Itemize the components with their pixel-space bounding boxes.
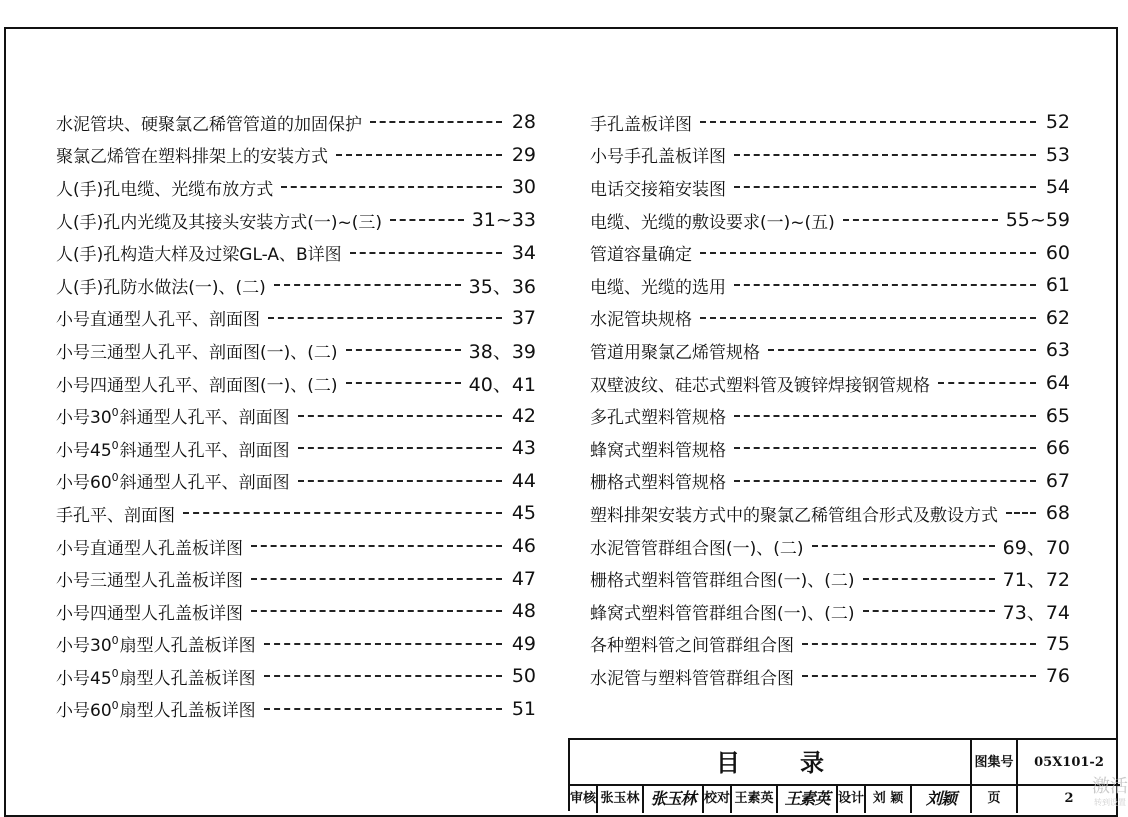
designer-signature: 刘颖	[912, 786, 972, 813]
toc-entry-page: 61	[1045, 274, 1070, 297]
toc-entry-title-text: 小号手孔盖板详图	[590, 147, 726, 168]
toc-entry	[56, 302, 536, 335]
toc-entry	[590, 269, 1070, 302]
toc-entry	[56, 106, 536, 139]
toc-entry-title-text: 人(手)孔构造大样及过梁GL-A、B详图	[56, 245, 342, 266]
toc-entry-title	[56, 305, 260, 330]
toc-entry-title	[56, 371, 338, 396]
toc-entry-title	[590, 273, 726, 298]
review-label: 审核	[570, 786, 598, 813]
toc-entry-title-text: 多孔式塑料管规格	[590, 408, 726, 429]
toc-entry-page: 46	[511, 535, 536, 558]
toc-entry-title	[56, 240, 342, 265]
toc-entry	[590, 236, 1070, 269]
toc-entry-title	[590, 175, 726, 200]
toc-entry-title	[56, 534, 243, 559]
toc-entry-title	[56, 501, 175, 526]
dash-leader	[863, 578, 995, 580]
dash-leader	[700, 252, 1036, 254]
toc-entry-title	[56, 436, 290, 461]
toc-entry	[56, 595, 536, 628]
dash-leader	[350, 252, 502, 254]
toc-entry-page: 73、74	[1002, 601, 1070, 624]
toc-entry-page: 55~59	[1005, 209, 1070, 232]
toc-entry-page: 71、72	[1002, 569, 1070, 592]
dash-leader	[700, 317, 1036, 319]
toc-entry	[56, 628, 536, 661]
dash-leader	[938, 382, 1036, 384]
toc-entry-page: 48	[511, 600, 536, 623]
toc-entry-title	[56, 208, 382, 233]
toc-entry	[590, 204, 1070, 237]
toc-entry	[56, 171, 536, 204]
toc-entry	[590, 399, 1070, 432]
toc-entry	[590, 628, 1070, 661]
toc-entry-title	[590, 208, 835, 233]
toc-entry-title	[590, 631, 794, 656]
dash-leader	[843, 219, 998, 221]
toc-entry-page: 35、36	[468, 275, 536, 298]
toc-entry-title-text: 斜通型人孔平、剖面图	[119, 408, 290, 429]
dash-leader	[298, 415, 502, 417]
toc-entry-title	[590, 371, 930, 396]
toc-entry	[590, 432, 1070, 465]
toc-entry-title	[590, 664, 794, 689]
toc-entry-title	[590, 142, 726, 167]
toc-entry-title-text: 斜通型人孔平、剖面图	[119, 440, 290, 461]
toc-entry-page: 34	[511, 241, 536, 264]
toc-entry	[56, 660, 536, 693]
toc-entry-title-text: 小号30	[56, 636, 112, 657]
toc-entry-page: 31~33	[471, 209, 536, 232]
toc-entry-page: 67	[1045, 469, 1070, 492]
toc-entry-title-text: 小号45	[56, 440, 112, 461]
dash-leader	[734, 480, 1036, 482]
dash-leader	[734, 186, 1036, 188]
toc-entry-title-text: 小号直通型人孔盖板详图	[56, 538, 243, 559]
toc-entry	[590, 562, 1070, 595]
dash-leader	[264, 675, 502, 677]
toc-entry-title	[590, 110, 692, 135]
toc-entry-title	[590, 468, 726, 493]
toc-entry-page: 69、70	[1002, 536, 1070, 559]
toc-entry	[56, 497, 536, 530]
atlas-number: 05X101-2	[1018, 740, 1120, 786]
designer-name: 刘 颖	[866, 786, 912, 813]
toc-entry-page: 75	[1045, 632, 1070, 655]
toc-entry-title	[590, 599, 855, 624]
dash-leader	[346, 382, 461, 384]
toc-entry-title-text: 小号45	[56, 668, 112, 689]
toc-entry	[590, 367, 1070, 400]
toc-entry-page: 47	[511, 567, 536, 590]
toc-entry	[56, 432, 536, 465]
toc-entry-page: 49	[511, 632, 536, 655]
reviewer-name: 张玉林	[598, 786, 644, 813]
toc-entry-title-text: 塑料排架安装方式中的聚氯乙稀管组合形式及敷设方式	[590, 505, 998, 526]
dash-leader	[264, 643, 502, 645]
degree-superscript: 0	[111, 406, 119, 420]
toc-entry	[56, 530, 536, 563]
toc-entry-title-text: 小号四通型人孔盖板详图	[56, 603, 243, 624]
dash-leader	[268, 317, 502, 319]
toc-entry-title-text: 小号三通型人孔平、剖面图(一)、(二)	[56, 342, 338, 363]
toc-entry-title	[590, 501, 998, 526]
toc-entry-title	[56, 566, 243, 591]
toc-entry-title	[590, 338, 760, 363]
toc-entry-title-text: 管道容量确定	[590, 245, 692, 266]
toc-entry-title-text: 小号60	[56, 701, 112, 722]
toc-entry-title	[56, 338, 338, 363]
toc-entry-title-text: 双壁波纹、硅芯式塑料管及镀锌焊接钢管规格	[590, 375, 930, 396]
toc-entry-title	[590, 403, 726, 428]
dash-leader	[370, 121, 502, 123]
degree-superscript: 0	[111, 634, 119, 648]
toc-entry-page: 53	[1045, 143, 1070, 166]
dash-leader	[700, 121, 1036, 123]
toc-entry-page: 45	[511, 502, 536, 525]
dash-leader	[812, 545, 995, 547]
toc-entry-title-text: 人(手)孔防水做法(一)、(二)	[56, 277, 266, 298]
toc-entry-page: 38、39	[468, 340, 536, 363]
toc-entry-title	[56, 664, 256, 689]
toc-entry-title	[56, 631, 256, 656]
toc-entry	[56, 139, 536, 172]
dash-leader	[298, 480, 502, 482]
toc-entry	[56, 334, 536, 367]
toc-entry-page: 54	[1045, 176, 1070, 199]
toc-entry	[590, 334, 1070, 367]
toc-entry	[56, 236, 536, 269]
toc-entry-title-text: 电缆、光缆的选用	[590, 277, 726, 298]
page-number: 2	[1064, 791, 1074, 806]
toc-entry-page: 65	[1045, 404, 1070, 427]
toc-entry-page: 43	[511, 437, 536, 460]
toc-entry	[56, 562, 536, 595]
dash-leader	[251, 610, 502, 612]
toc-entry-title-text: 栅格式塑料管管群组合图(一)、(二)	[590, 571, 855, 592]
toc-entry-title	[590, 436, 726, 461]
toc-entry-title	[56, 696, 256, 721]
toc-entry	[56, 269, 536, 302]
toc-entry	[56, 367, 536, 400]
sheet-title: 目录	[570, 740, 972, 786]
dash-leader	[390, 219, 464, 221]
dash-leader	[274, 284, 461, 286]
reviewer-signature: 张玉林	[644, 786, 704, 813]
toc-right-column	[590, 106, 1070, 693]
dash-leader	[336, 154, 502, 156]
toc-entry-title	[56, 403, 290, 428]
toc-entry-title-text: 小号30	[56, 408, 112, 429]
toc-entry-title-text: 小号直通型人孔平、剖面图	[56, 310, 260, 331]
toc-entry	[590, 497, 1070, 530]
toc-entry-title	[56, 142, 328, 167]
toc-entry-title-text: 扇型人孔盖板详图	[119, 701, 256, 722]
toc-entry-page: 30	[511, 176, 536, 199]
design-label: 设计	[838, 786, 866, 813]
toc-entry-page: 66	[1045, 437, 1070, 460]
toc-entry-title	[56, 110, 362, 135]
toc-entry-title-text: 各种塑料管之间管群组合图	[590, 636, 794, 657]
toc-entry-title-text: 水泥管与塑料管管群组合图	[590, 668, 794, 689]
toc-entry-title-text: 手孔平、剖面图	[56, 505, 175, 526]
toc-entry-title	[56, 273, 266, 298]
toc-left-column	[56, 106, 536, 725]
dash-leader	[734, 284, 1036, 286]
toc-entry-page: 64	[1045, 372, 1070, 395]
toc-entry-title-text: 水泥管管群组合图(一)、(二)	[590, 538, 804, 559]
title-block	[568, 738, 1118, 811]
toc-entry-title-text: 小号四通型人孔平、剖面图(一)、(二)	[56, 375, 338, 396]
toc-entry	[56, 204, 536, 237]
dash-leader	[734, 415, 1036, 417]
toc-entry-page: 62	[1045, 306, 1070, 329]
dash-leader	[734, 447, 1036, 449]
toc-entry-page: 63	[1045, 339, 1070, 362]
page-label: 页	[972, 786, 1018, 813]
dash-leader	[802, 675, 1036, 677]
toc-entry-title-text: 小号三通型人孔盖板详图	[56, 571, 243, 592]
toc-entry	[56, 399, 536, 432]
toc-entry-title	[590, 534, 804, 559]
toc-entry-title-text: 人(手)孔内光缆及其接头安装方式(一)~(三)	[56, 212, 383, 233]
toc-entry-title-text: 扇型人孔盖板详图	[119, 668, 256, 689]
toc-entry-title-text: 聚氯乙烯管在塑料排架上的安装方式	[56, 147, 328, 168]
dash-leader	[734, 154, 1036, 156]
toc-entry-title	[590, 240, 692, 265]
toc-entry-title-text: 扇型人孔盖板详图	[119, 636, 256, 657]
toc-entry-title-text: 管道用聚氯乙烯管规格	[590, 342, 760, 363]
toc-entry-page: 50	[511, 665, 536, 688]
checker-name: 王素英	[732, 786, 778, 813]
dash-leader	[251, 545, 502, 547]
dash-leader	[298, 447, 502, 449]
toc-entry-title-text: 蜂窝式塑料管规格	[590, 440, 726, 461]
toc-entry	[590, 530, 1070, 563]
dash-leader	[768, 349, 1036, 351]
degree-superscript: 0	[111, 438, 119, 452]
dash-leader	[281, 186, 502, 188]
degree-superscript: 0	[111, 471, 119, 485]
toc-entry	[590, 106, 1070, 139]
toc-entry	[590, 139, 1070, 172]
check-label: 校对	[704, 786, 732, 813]
toc-entry-page: 42	[511, 404, 536, 427]
dash-leader	[251, 578, 502, 580]
toc-entry-title	[56, 175, 273, 200]
toc-entry-page: 52	[1045, 111, 1070, 134]
toc-entry	[590, 660, 1070, 693]
toc-entry	[56, 693, 536, 726]
toc-entry-page: 28	[511, 111, 536, 134]
atlas-number-label: 图集号	[972, 740, 1018, 786]
toc-entry-title-text: 栅格式塑料管规格	[590, 473, 726, 494]
degree-superscript: 0	[111, 666, 119, 680]
toc-entry-title	[590, 305, 692, 330]
toc-entry-title-text: 电缆、光缆的敷设要求(一)~(五)	[590, 212, 835, 233]
toc-entry-page: 76	[1045, 665, 1070, 688]
toc-entry-page: 60	[1045, 241, 1070, 264]
toc-entry-page: 51	[511, 697, 536, 720]
toc-entry-title-text: 手孔盖板详图	[590, 114, 692, 135]
checker-signature: 王素英	[778, 786, 838, 813]
toc-entry-page: 44	[511, 469, 536, 492]
toc-entry	[56, 465, 536, 498]
toc-entry-page: 40、41	[468, 373, 536, 396]
toc-entry	[590, 465, 1070, 498]
degree-superscript: 0	[111, 699, 119, 713]
toc-entry-title	[56, 599, 243, 624]
toc-entry-title-text: 水泥管块规格	[590, 310, 692, 331]
toc-entry	[590, 595, 1070, 628]
dash-leader	[802, 643, 1036, 645]
activation-watermark: 激活	[1092, 776, 1128, 797]
toc-entry-title	[56, 468, 290, 493]
toc-entry	[590, 171, 1070, 204]
dash-leader	[264, 708, 502, 710]
toc-entry-title-text: 蜂窝式塑料管管群组合图(一)、(二)	[590, 603, 855, 624]
toc-entry-title-text: 电话交接箱安装图	[590, 179, 726, 200]
toc-entry-page: 37	[511, 306, 536, 329]
toc-entry-page: 68	[1045, 502, 1070, 525]
dash-leader	[346, 349, 461, 351]
dash-leader	[1006, 512, 1036, 514]
toc-entry-page: 29	[511, 143, 536, 166]
toc-entry-title-text: 水泥管块、硬聚氯乙稀管管道的加固保护	[56, 114, 362, 135]
toc-entry-title-text: 人(手)孔电缆、光缆布放方式	[56, 179, 274, 200]
toc-entry-title-text: 小号60	[56, 473, 112, 494]
toc-entry	[590, 302, 1070, 335]
dash-leader	[183, 512, 502, 514]
dash-leader	[863, 610, 995, 612]
toc-entry-title-text: 斜通型人孔平、剖面图	[119, 473, 290, 494]
toc-entry-title	[590, 566, 855, 591]
activation-watermark-sub: 转到设置	[1094, 798, 1126, 807]
